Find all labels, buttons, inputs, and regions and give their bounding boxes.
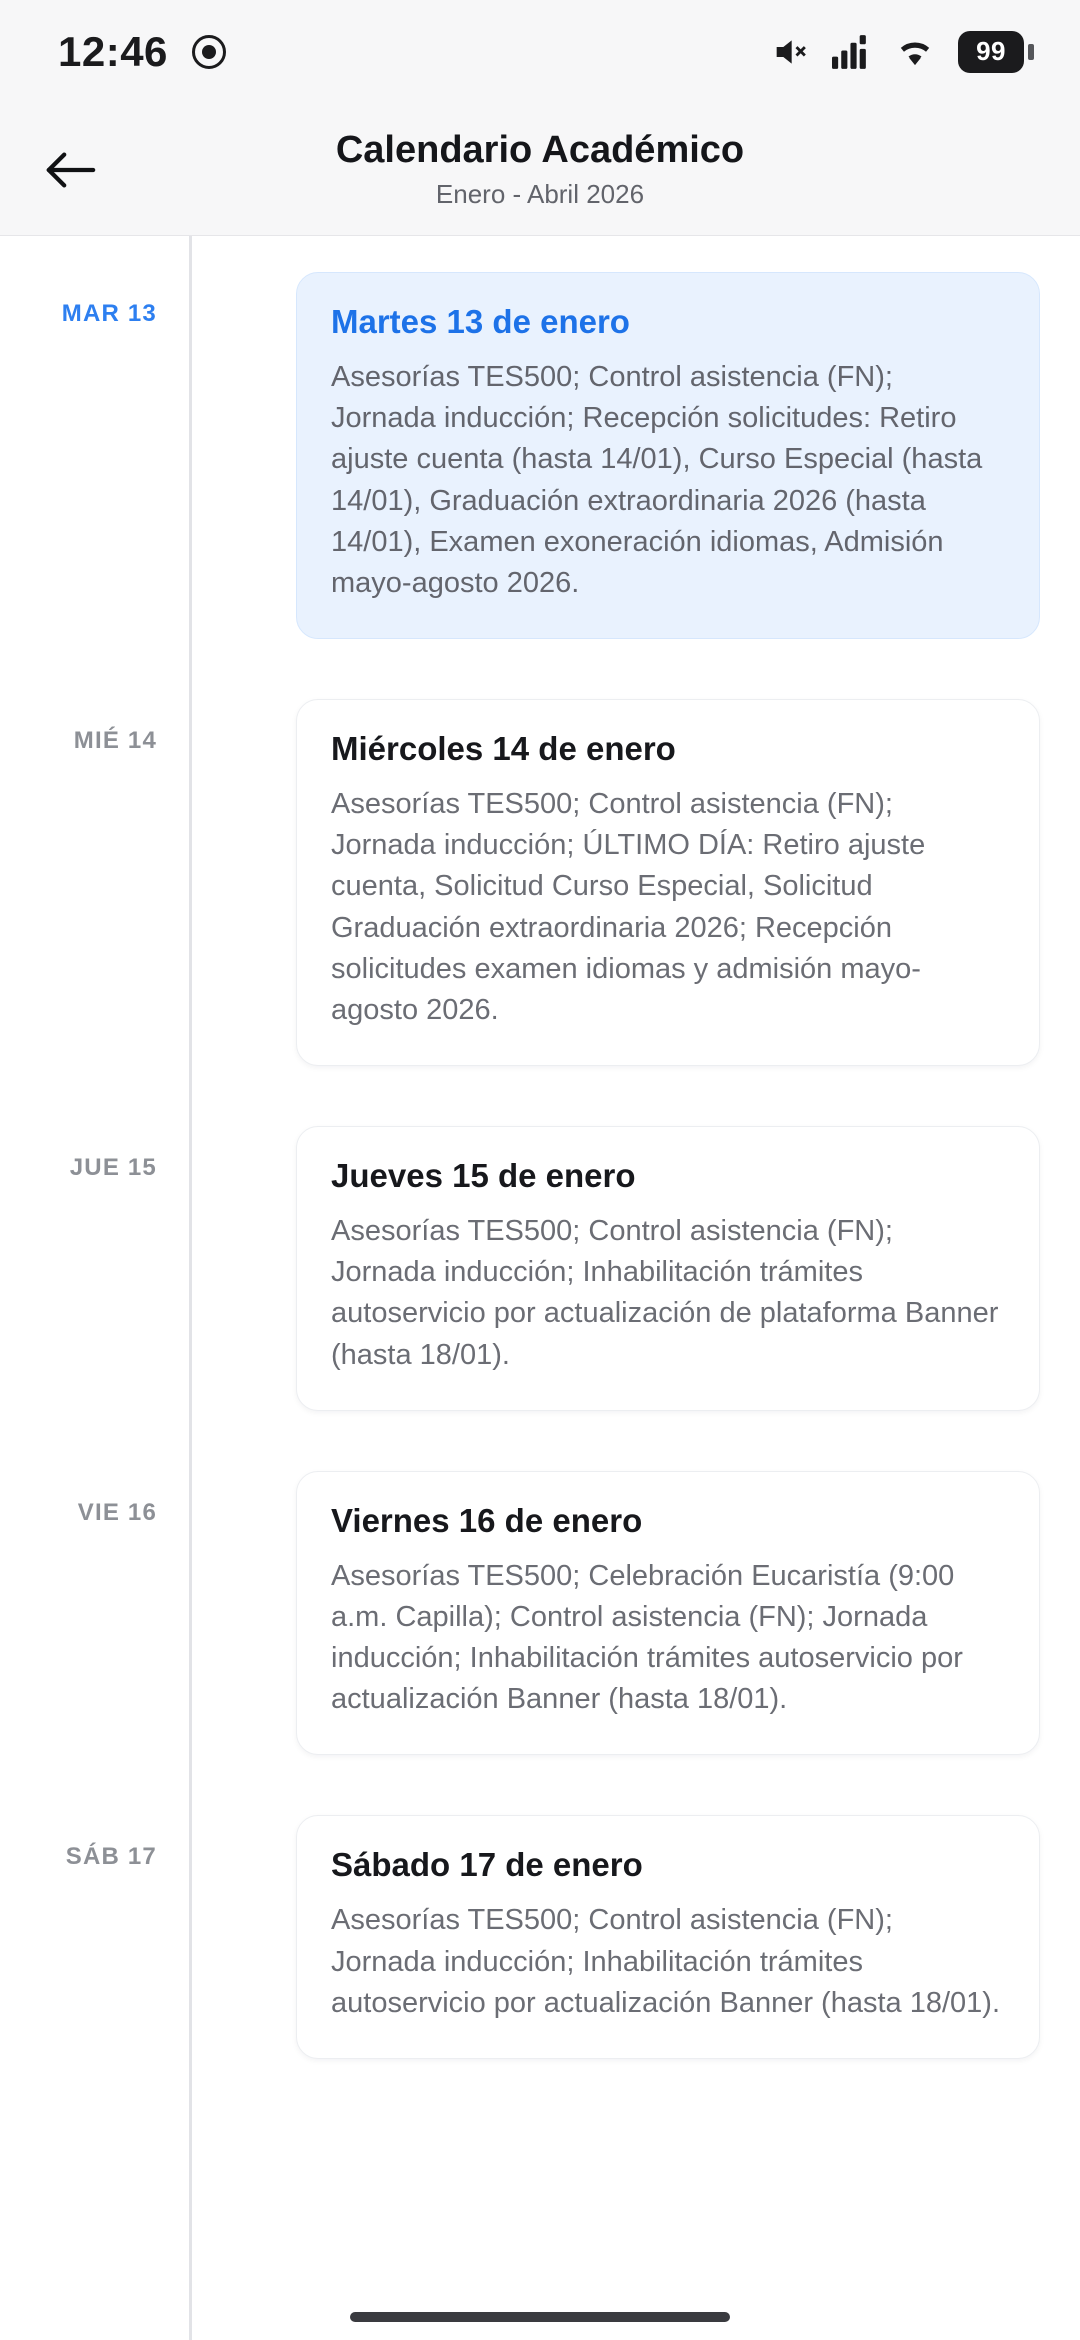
back-arrow-icon (43, 148, 97, 192)
event-description: Asesorías TES500; Control asistencia (FN); Jornada inducción; Recepción solicitudes: Retiro ajuste cuenta (hasta 14/01), Curso Especial (hasta 14/01), Graduación extraordinaria 2026 (hasta 14/01), Examen exoneración idiomas, Admisión mayo-agosto 2026. (331, 361, 983, 599)
timeline-date-label: SÁB 17 (65, 1843, 157, 1871)
page-title: Calendario Académico (335, 129, 745, 172)
event-title: Jueves 15 de enero (331, 1157, 636, 1195)
timeline-row[interactable] (0, 1126, 1080, 1411)
signal-icon (832, 35, 872, 69)
app-bar-titles (0, 129, 1080, 210)
event-title: Martes 13 de enero (331, 303, 630, 340)
event-card[interactable] (296, 272, 1040, 639)
timeline-date-label: MAR 13 (61, 300, 157, 327)
mute-icon (770, 32, 810, 72)
timeline-row[interactable] (0, 1815, 1080, 2059)
timeline-row[interactable] (0, 1471, 1080, 1756)
timeline-list[interactable] (0, 236, 1080, 2340)
event-title: Viernes 16 de enero (331, 1501, 643, 1539)
timeline-date-label: JUE 15 (69, 1154, 157, 1182)
timeline-row[interactable] (0, 699, 1080, 1066)
event-card[interactable] (296, 1471, 1040, 1756)
event-description: Asesorías TES500; Celebración Eucaristía (9:00 a.m. Capilla); Control asistencia (FN); Jornada inducción; Inhabilitación trámites autoservicio por actualización Banner (hasta 18/01). (331, 1559, 963, 1716)
timeline-date-label: VIE 16 (77, 1498, 157, 1526)
timeline-date-label: MIÉ 14 (73, 727, 157, 755)
timeline-row-today[interactable] (0, 272, 1080, 639)
wifi-icon (894, 36, 936, 68)
battery-cap (1028, 44, 1034, 60)
status-bar-right (770, 31, 1034, 73)
event-description: Asesorías TES500; Control asistencia (FN); Jornada inducción; Inhabilitación trámites autoservicio por actualización de plataforma Banner (hasta 18/01). (331, 1215, 999, 1371)
event-title: Sábado 17 de enero (331, 1846, 643, 1884)
status-bar-left (58, 28, 226, 76)
gesture-bar[interactable] (350, 2312, 730, 2322)
battery-icon (958, 31, 1034, 73)
event-title: Miércoles 14 de enero (331, 730, 676, 768)
back-button[interactable] (28, 128, 112, 212)
event-description: Asesorías TES500; Control asistencia (FN); Jornada inducción; ÚLTIMO DÍA: Retiro ajuste cuenta, Solicitud Curso Especial, Solicitud Graduación extraordinaria 2026; Recepción solicitudes examen idiomas y admisión mayo-agosto 2026. (331, 788, 926, 1026)
status-clock: 12:46 (58, 28, 168, 75)
app-bar (0, 104, 1080, 236)
event-card[interactable] (296, 699, 1040, 1066)
status-bar (0, 0, 1080, 104)
event-card[interactable] (296, 1126, 1040, 1411)
battery-level: 99 (958, 31, 1024, 73)
page-subtitle: Enero - Abril 2026 (435, 178, 645, 209)
camera-punch-hole-icon (192, 35, 226, 69)
event-card[interactable] (296, 1815, 1040, 2059)
event-description: Asesorías TES500; Control asistencia (FN); Jornada inducción; Inhabilitación trámites autoservicio por actualización Banner (hasta 18/01). (331, 1904, 1000, 2019)
